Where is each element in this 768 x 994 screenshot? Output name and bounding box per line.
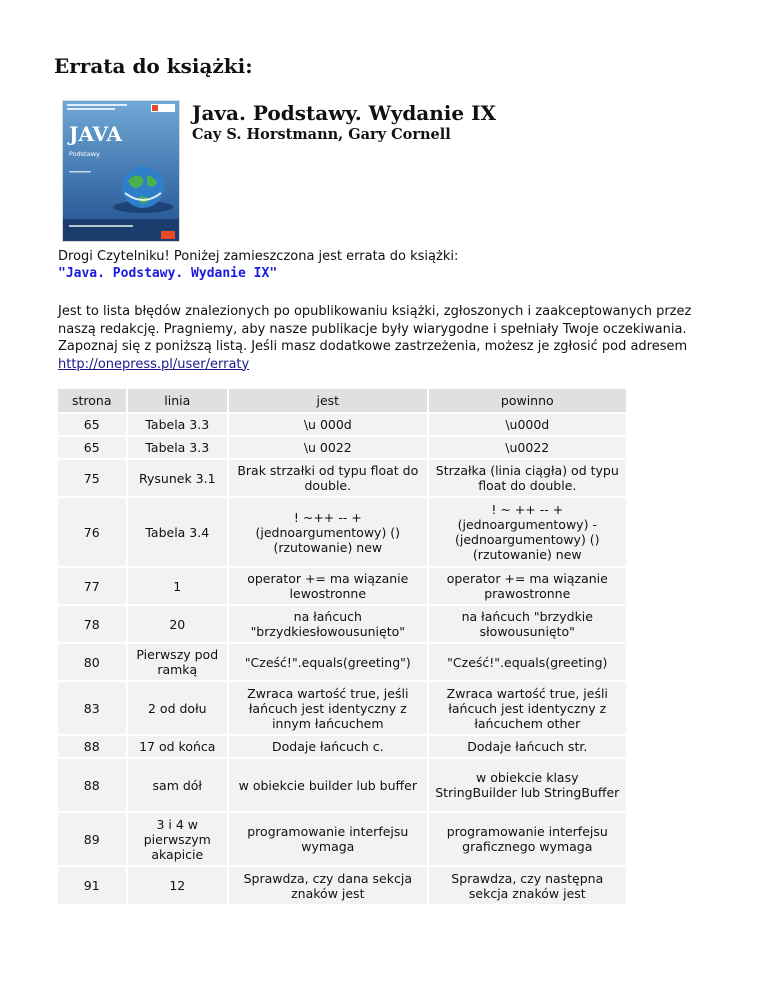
cell-jest: "Cześć!".equals(greeting")	[228, 643, 428, 681]
cell-linia: 20	[127, 605, 229, 643]
errata-description-text: Jest to lista błędów znalezionych po opublikowaniu książki, zgłoszonych i zaakceptowanych przez naszą redakcję. Pragniemy, aby nasze publikacje były wiarygodne i spełniały Twoje oczekiwania. Zapoznaj się z poniższą listą. Jeśli masz dodatkowe zastrzeżenia, możesz je zgłosić pod adresem	[58, 304, 692, 354]
header-jest: jest	[228, 389, 428, 413]
cell-linia: Rysunek 3.1	[127, 459, 229, 497]
book-title-link[interactable]: "Java. Podstawy. Wydanie IX"	[58, 266, 278, 281]
table-row	[58, 866, 626, 904]
cell-powinno: ! ~ ++ -- +(jednoargumentowy) -(jednoargumentowy) ()(rzutowanie) new	[428, 497, 626, 567]
table-row	[58, 436, 626, 459]
cell-linia: Tabela 3.4	[127, 497, 229, 567]
table-header-row	[58, 389, 626, 413]
cell-strona: 89	[58, 812, 127, 866]
cell-strona: 91	[58, 866, 127, 904]
cell-linia: Tabela 3.3	[127, 413, 229, 436]
cell-strona: 76	[58, 497, 127, 567]
header-linia: linia	[127, 389, 229, 413]
book-cover-image	[62, 100, 180, 242]
table-row	[58, 605, 626, 643]
cell-powinno: operator += ma wiązanie prawostronne	[428, 567, 626, 605]
cell-powinno: Zwraca wartość true, jeśli łańcuch jest identyczny z łańcuchem other	[428, 681, 626, 735]
cell-powinno: "Cześć!".equals(greeting)	[428, 643, 626, 681]
cell-strona: 83	[58, 681, 127, 735]
cell-linia: 12	[127, 866, 229, 904]
cell-powinno: Dodaje łańcuch str.	[428, 735, 626, 758]
cell-powinno: \u0022	[428, 436, 626, 459]
cell-strona: 88	[58, 758, 127, 812]
cell-linia: Pierwszy pod ramką	[127, 643, 229, 681]
cell-jest: ! ~++ -- +(jednoargumentowy) ()(rzutowanie) new	[228, 497, 428, 567]
cell-jest: \u 0022	[228, 436, 428, 459]
errata-table-body	[58, 413, 626, 904]
cell-strona: 78	[58, 605, 127, 643]
cell-linia: 2 od dołu	[127, 681, 229, 735]
cell-strona: 88	[58, 735, 127, 758]
cell-linia: 3 i 4 w pierwszym akapicie	[127, 812, 229, 866]
header-powinno: powinno	[428, 389, 626, 413]
header-strona: strona	[58, 389, 127, 413]
table-row	[58, 735, 626, 758]
intro-block	[58, 248, 458, 282]
cell-jest: Zwraca wartość true, jeśli łańcuch jest identyczny z innym łańcuchem	[228, 681, 428, 735]
cell-powinno: na łańcuch "brzydkie słowousunięto"	[428, 605, 626, 643]
cell-powinno: w obiekcie klasy StringBuilder lub StringBuffer	[428, 758, 626, 812]
cell-jest: \u 000d	[228, 413, 428, 436]
book-title: Java. Podstawy. Wydanie IX	[192, 101, 496, 125]
table-row	[58, 812, 626, 866]
cover-title-text: JAVA	[69, 122, 123, 146]
cell-jest: na łańcuch "brzydkiesłowousunięto"	[228, 605, 428, 643]
book-cover-art	[63, 101, 179, 241]
table-row	[58, 413, 626, 436]
cell-powinno: Sprawdza, czy następna sekcja znaków jest	[428, 866, 626, 904]
cell-jest: Brak strzałki od typu float do double.	[228, 459, 428, 497]
cell-jest: operator += ma wiązanie lewostronne	[228, 567, 428, 605]
table-row	[58, 459, 626, 497]
table-row	[58, 567, 626, 605]
book-authors: Cay S. Horstmann, Gary Cornell	[192, 126, 451, 143]
table-row	[58, 758, 626, 812]
cell-powinno: Strzałka (linia ciągła) od typu float do double.	[428, 459, 626, 497]
cell-strona: 80	[58, 643, 127, 681]
cover-subtitle-text: Podstawy	[69, 150, 100, 158]
errata-report-link[interactable]: http://onepress.pl/user/erraty	[58, 356, 250, 372]
cell-powinno: programowanie interfejsu graficznego wymaga	[428, 812, 626, 866]
table-row	[58, 681, 626, 735]
cell-jest: programowanie interfejsu wymaga	[228, 812, 428, 866]
intro-text: Drogi Czytelniku! Poniżej zamieszczona jest errata do książki:	[58, 249, 459, 264]
cell-strona: 65	[58, 413, 127, 436]
cell-linia: 17 od końca	[127, 735, 229, 758]
table-row	[58, 497, 626, 567]
cell-powinno: \u000d	[428, 413, 626, 436]
cell-jest: Sprawdza, czy dana sekcja znaków jest	[228, 866, 428, 904]
errata-table	[58, 389, 626, 904]
cell-strona: 77	[58, 567, 127, 605]
errata-description	[58, 303, 718, 373]
cell-strona: 75	[58, 459, 127, 497]
page-title: Errata do książki:	[54, 54, 253, 78]
cell-jest: w obiekcie builder lub buffer	[228, 758, 428, 812]
cell-linia: 1	[127, 567, 229, 605]
table-row	[58, 643, 626, 681]
cell-strona: 65	[58, 436, 127, 459]
cell-jest: Dodaje łańcuch c.	[228, 735, 428, 758]
cell-linia: Tabela 3.3	[127, 436, 229, 459]
cell-linia: sam dół	[127, 758, 229, 812]
